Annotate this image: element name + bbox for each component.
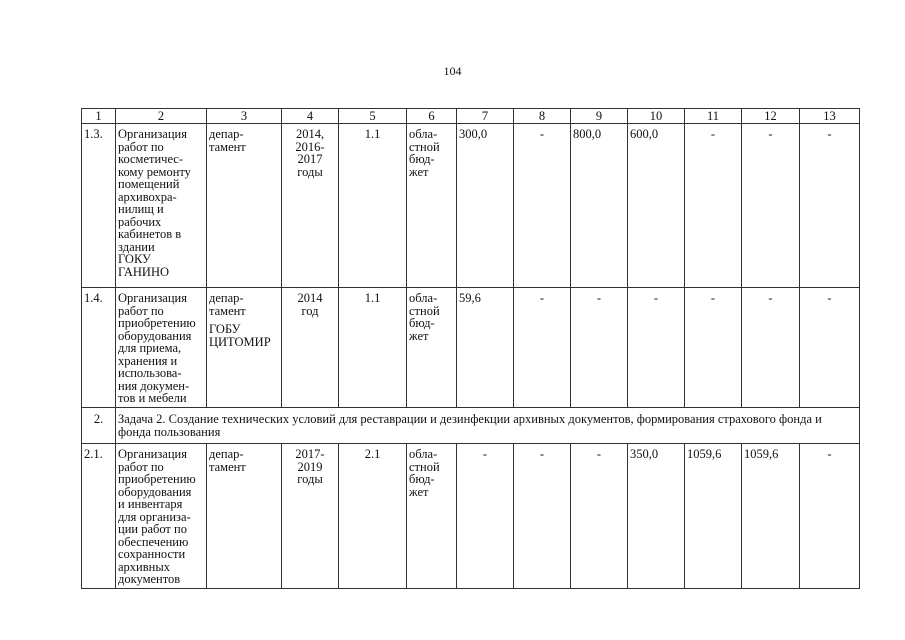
value-cell: 350,0: [628, 444, 685, 589]
value-cell: -: [457, 444, 514, 589]
value-cell: -: [742, 124, 800, 288]
value-cell: -: [514, 444, 571, 589]
value-cell: 300,0: [457, 124, 514, 288]
column-number: 6: [407, 109, 457, 124]
column-number: 10: [628, 109, 685, 124]
value-cell: -: [514, 288, 571, 408]
task-title: Задача 2. Создание технических условий для реставрации и дезинфекции архивных документов, формирования страхового фонда и фонда пользования: [116, 408, 860, 444]
value-cell: 1059,6: [685, 444, 742, 589]
period: 2017- 2019 годы: [282, 444, 339, 589]
column-number: 2: [116, 109, 207, 124]
value-cell: -: [628, 288, 685, 408]
period: 2014, 2016- 2017 годы: [282, 124, 339, 288]
value-cell: -: [571, 288, 628, 408]
column-number: 1: [82, 109, 116, 124]
column-number: 4: [282, 109, 339, 124]
task-link: 1.1: [339, 288, 407, 408]
column-number: 12: [742, 109, 800, 124]
column-number: 13: [800, 109, 860, 124]
executor: депар- тамент: [207, 444, 282, 589]
value-cell: 1059,6: [742, 444, 800, 589]
value-cell: -: [742, 288, 800, 408]
funding-source: обла- стной бюд- жет: [407, 288, 457, 408]
executor-main: депар- тамент: [209, 291, 246, 318]
task-link: 1.1: [339, 124, 407, 288]
page-number: 104: [443, 64, 462, 78]
task-link: 2.1: [339, 444, 407, 589]
row-number: 1.4.: [82, 288, 116, 408]
value-cell: -: [800, 444, 860, 589]
period: 2014 год: [282, 288, 339, 408]
task-row: [82, 408, 860, 444]
activity-name: Организация работ по косметичес- кому ремонту помещений архивохра- нилищ и рабочих кабинетов в здании ГОКУ ГАНИНО: [116, 124, 207, 288]
column-number: 8: [514, 109, 571, 124]
value-cell: -: [685, 288, 742, 408]
executor-sub: ГОБУ ЦИТОМИР: [209, 322, 271, 349]
value-cell: 59,6: [457, 288, 514, 408]
activity-name: Организация работ по приобретению оборудования для приема, хранения и использова- ния докумен- тов и мебели: [116, 288, 207, 408]
program-table: [81, 108, 860, 589]
column-number: 5: [339, 109, 407, 124]
column-number: 7: [457, 109, 514, 124]
column-number: 11: [685, 109, 742, 124]
table-row: [82, 124, 860, 288]
value-cell: -: [571, 444, 628, 589]
column-number: 3: [207, 109, 282, 124]
row-number: 2.1.: [82, 444, 116, 589]
funding-source: обла- стной бюд- жет: [407, 444, 457, 589]
value-cell: -: [514, 124, 571, 288]
value-cell: 800,0: [571, 124, 628, 288]
row-number: 1.3.: [82, 124, 116, 288]
table-row: [82, 288, 860, 408]
column-number: 9: [571, 109, 628, 124]
table-row: [82, 444, 860, 589]
column-number-row: [82, 109, 860, 124]
value-cell: -: [800, 124, 860, 288]
executor: [207, 288, 282, 408]
executor: депар- тамент: [207, 124, 282, 288]
funding-source: обла- стной бюд- жет: [407, 124, 457, 288]
task-number: 2.: [82, 408, 116, 444]
value-cell: -: [685, 124, 742, 288]
value-cell: 600,0: [628, 124, 685, 288]
value-cell: -: [800, 288, 860, 408]
activity-name: Организация работ по приобретению оборудования и инвентаря для организа- ции работ по обеспечению сохранности архивных документов: [116, 444, 207, 589]
